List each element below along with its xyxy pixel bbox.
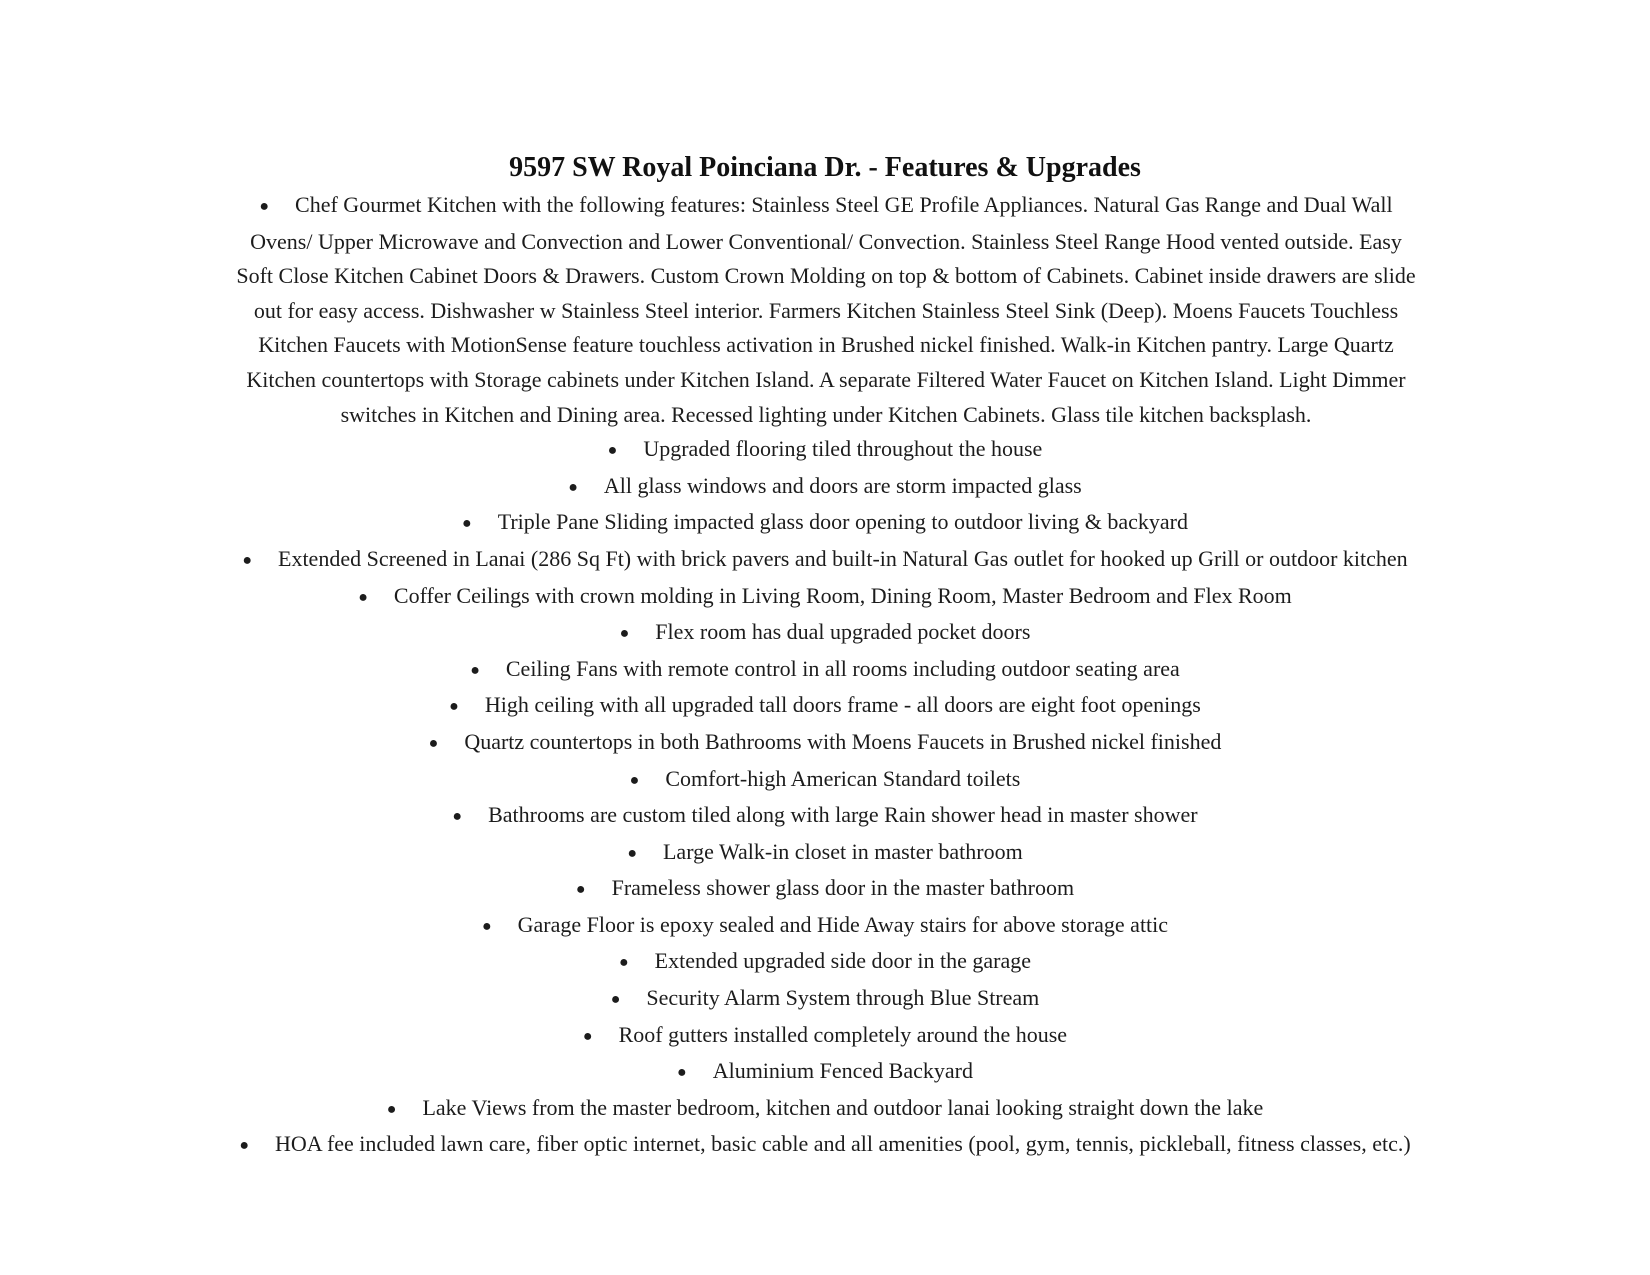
feature-item [0,1127,1650,1164]
bullet-icon: ● [462,515,472,533]
feature-item [0,542,1650,579]
document-title: 9597 SW Royal Poinciana Dr. - Features & Upgrades [509,152,1141,183]
feature-item [0,579,1650,616]
feature-text: High ceiling with all upgraded tall doors frame - all doors are eight foot openings [484,692,1201,718]
feature-text: Extended Screened in Lanai (286 Sq Ft) with brick pavers and built-in Natural Gas outlet for hooked up Grill or outdoor kitchen [278,545,1408,571]
feature-item [0,505,1650,542]
feature-item [0,688,1650,725]
feature-text: Lake Views from the master bedroom, kitchen and outdoor lanai looking straight down the lake [422,1094,1264,1120]
feature-item [0,725,1650,762]
feature-item [0,1054,1650,1091]
bullet-icon: ● [607,442,618,460]
bullet-icon: ● [428,734,439,752]
feature-text: Security Alarm System through Blue Stream [646,985,1040,1011]
feature-text: HOA fee included lawn care, fiber optic internet, basic cable and all amenities (pool, gym, tennis, pickleball, fitness classes, etc.) [275,1131,1411,1157]
feature-text: Extended upgraded side door in the garage [654,948,1031,974]
bullet-icon: ● [452,808,463,826]
feature-item [0,1091,1650,1128]
feature-item [0,762,1650,799]
bullet-icon: ● [610,991,621,1009]
bullet-icon: ● [627,844,637,862]
feature-text: Triple Pane Sliding impacted glass door opening to outdoor living & backyard [497,509,1188,535]
features-list [0,188,1650,1164]
bullet-icon: ● [575,881,586,899]
feature-text: Chef Gourmet Kitchen with the following features: Stainless Steel GE Profile Appliances. Natural Gas Range and Dual Wall Ovens/ Upper Microwave and Convection and Lower Conventional/ Convection. Stainless Steel Range Hood vented outside. Easy Soft Close Kitchen Cabinet Doors & Drawers. Custom Crown Molding on top & bottom of Cabinets. Cabinet inside drawers are slide out for easy access. Dishwasher w Stainless Steel interior. Farmers Kitchen Stainless Steel Sink (Deep). Moens Faucets Touchless Kitchen Faucets with MotionSense feature touchless activation in Brushed nickel finished. Walk-in Kitchen pantry. Large Quartz Kitchen countertops with Storage cabinets under Kitchen Island. A separate Filtered Water Faucet on Kitchen Island. Light Dimmer switches in Kitchen and Dining area. Recessed lighting under Kitchen Cabinets. Glass tile kitchen backsplash. [236,192,1416,427]
feature-text: Garage Floor is epoxy sealed and Hide Away stairs for above storage attic [517,911,1169,937]
bullet-icon: ● [449,698,459,716]
feature-text: Upgraded flooring tiled throughout the house [643,436,1043,462]
bullet-icon: ● [470,661,480,679]
bullet-icon: ● [568,478,578,496]
feature-item [0,798,1650,835]
document-page [0,148,1650,1164]
feature-text: All glass windows and doors are storm impacted glass [603,472,1082,498]
feature-text: Bathrooms are custom tiled along with large Rain shower head in master shower [488,802,1198,828]
bullet-icon: ● [677,1064,687,1082]
feature-text: Ceiling Fans with remote control in all rooms including outdoor seating area [505,655,1180,681]
feature-text: Frameless shower glass door in the master bathroom [611,875,1075,901]
feature-text: Large Walk-in closet in master bathroom [662,838,1023,864]
feature-item [0,652,1650,689]
feature-item [0,908,1650,945]
feature-item [0,871,1650,908]
bullet-icon: ● [582,1027,593,1045]
feature-item [0,944,1650,981]
bullet-icon: ● [239,1137,249,1155]
feature-item [0,981,1650,1018]
bullet-icon: ● [619,954,629,972]
bullet-icon: ● [259,198,270,215]
bullet-icon: ● [358,588,368,606]
feature-text: Flex room has dual upgraded pocket doors [655,619,1031,645]
feature-text: Comfort-high American Standard toilets [665,765,1021,791]
feature-item [0,835,1650,872]
feature-text: Coffer Ceilings with crown molding in Living Room, Dining Room, Master Bedroom and Flex Room [393,582,1292,608]
bullet-icon: ● [629,771,640,789]
feature-text: Quartz countertops in both Bathrooms with Moens Faucets in Brushed nickel finished [464,728,1222,754]
bullet-icon: ● [619,625,630,643]
feature-text: Roof gutters installed completely around the house [618,1021,1068,1047]
feature-item [0,432,1650,469]
bullet-icon: ● [386,1100,397,1118]
bullet-icon: ● [242,551,252,569]
feature-item [0,615,1650,652]
feature-item [0,1018,1650,1055]
feature-text: Aluminium Fenced Backyard [712,1058,973,1084]
bullet-icon: ● [481,917,492,935]
feature-item [0,188,1650,432]
feature-item [0,469,1650,506]
